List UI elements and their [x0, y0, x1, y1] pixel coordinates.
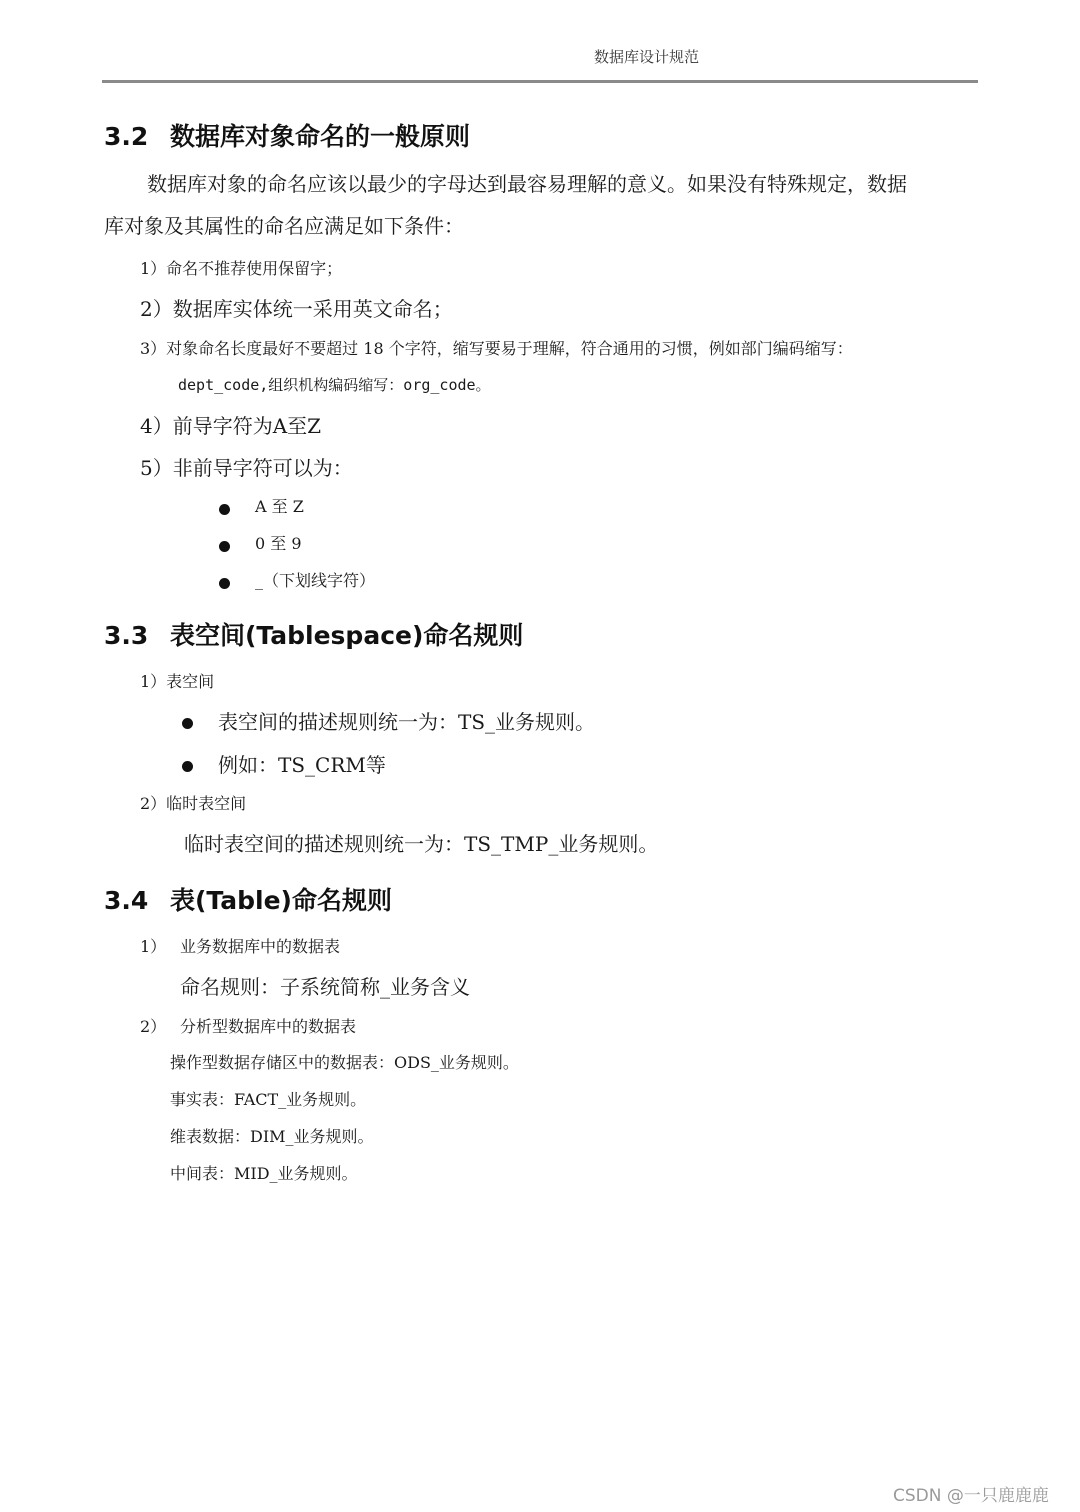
list-item: 4）前导字符为A至Z — [140, 414, 322, 438]
section-number: 3.2 — [104, 122, 149, 151]
header-rule — [102, 80, 978, 83]
intro-paragraph-line-2: 库对象及其属性的命名应满足如下条件： — [104, 214, 464, 238]
section-3-2-heading — [104, 117, 470, 153]
bullet-icon — [182, 756, 193, 775]
bullet-icon — [182, 713, 193, 732]
list-item: 5）非前导字符可以为： — [140, 456, 353, 480]
bullet-text: 例如：TS_CRM等 — [218, 753, 386, 777]
section-title: 表空间(Tablespace)命名规则 — [170, 621, 524, 650]
section-title: 数据库对象命名的一般原则 — [170, 122, 471, 151]
list-item-continuation: dept_code,组织机构编码缩写：org_code。 — [178, 376, 491, 394]
item-description: 命名规则：子系统简称_业务含义 — [180, 975, 470, 999]
list-item-number: 2） — [140, 1017, 167, 1036]
bullet-icon — [219, 499, 230, 518]
watermark: CSDN @一只鹿鹿鹿 — [893, 1486, 1049, 1506]
table-naming-line: 维表数据：DIM_业务规则。 — [170, 1127, 374, 1146]
list-item: 1）命名不推荐使用保留字； — [140, 259, 343, 278]
section-3-4-heading — [104, 881, 392, 917]
section-title: 表(Table)命名规则 — [170, 886, 392, 915]
list-item: 分析型数据库中的数据表 — [180, 1017, 357, 1036]
bullet-text: 表空间的描述规则统一为：TS_业务规则。 — [218, 710, 596, 734]
document-header-title: 数据库设计规范 — [594, 48, 700, 66]
bullet-icon — [219, 573, 230, 592]
list-item-number: 1） — [140, 937, 167, 956]
table-naming-line: 操作型数据存储区中的数据表：ODS_业务规则。 — [170, 1053, 519, 1072]
list-item: 2）数据库实体统一采用英文命名； — [140, 297, 453, 321]
list-item: 1）表空间 — [140, 672, 215, 691]
list-item: 业务数据库中的数据表 — [180, 937, 341, 956]
bullet-text: _（下划线字符） — [255, 571, 376, 590]
section-number: 3.3 — [104, 621, 149, 650]
bullet-text: A 至 Z — [255, 497, 304, 516]
bullet-icon — [219, 536, 230, 555]
list-item: 3）对象命名长度最好不要超过 18 个字符，缩写要易于理解，符合通用的习惯，例如部门编码缩写： — [140, 339, 853, 358]
section-number: 3.4 — [104, 886, 149, 915]
table-naming-line: 事实表：FACT_业务规则。 — [170, 1090, 367, 1109]
table-naming-line: 中间表：MID_业务规则。 — [170, 1164, 358, 1183]
intro-paragraph-line-1: 数据库对象的命名应该以最少的字母达到最容易理解的意义。如果没有特殊规定，数据 — [147, 172, 907, 196]
bullet-text: 0 至 9 — [255, 534, 302, 553]
item-description: 临时表空间的描述规则统一为：TS_TMP_业务规则。 — [184, 832, 659, 856]
section-3-3-heading — [104, 616, 523, 652]
list-item: 2）临时表空间 — [140, 794, 247, 813]
